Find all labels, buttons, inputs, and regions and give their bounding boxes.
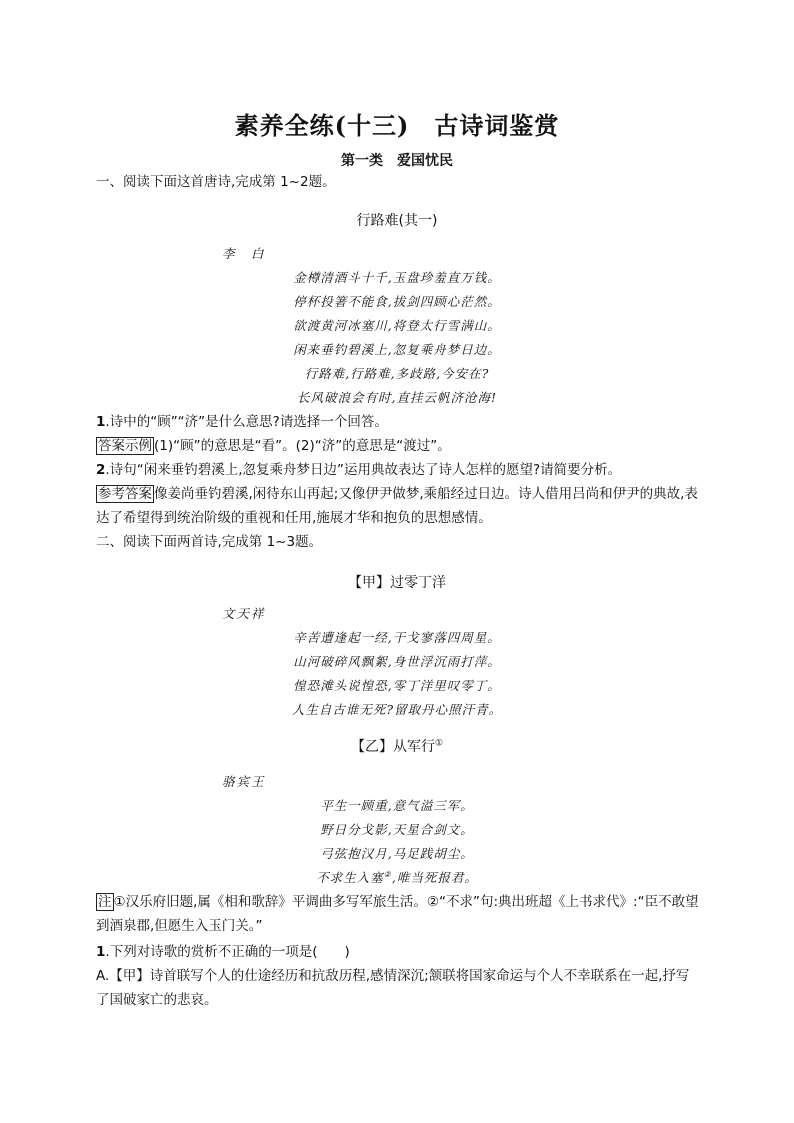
poem-b-line-part: 不求生入塞	[316, 870, 384, 885]
poem-b-line: 弓弦抱汉月,马足践胡尘。	[320, 846, 474, 861]
answer-label: 答案示例	[98, 438, 152, 454]
poem1-author: 李 白	[222, 246, 266, 261]
poem1-line: 金樽清酒斗十千,玉盘珍羞直万钱。	[293, 270, 501, 285]
poem1-title: 行路难(其一)	[356, 213, 438, 229]
section1-heading: 一、阅读下面这首唐诗,完成第 1~2题。	[96, 174, 336, 190]
answer-text: 像姜尚垂钓碧溪,闲待东山再起;又像伊尹做梦,乘船经过日边。诗人借用吕尚和伊尹的典故,表达了希望得到统治阶级的重视和任用,施展才华和抱负的思想感情。	[96, 486, 698, 526]
poem-b-line-part: ,唯当死报君。	[391, 870, 478, 885]
poem-b-line-last	[0, 868, 794, 886]
footnote-marker: ①	[434, 738, 444, 749]
answer-1	[96, 436, 451, 456]
answer-label: 参考答案	[98, 486, 152, 502]
poem-a-line: 惶恐滩头说惶恐,零丁洋里叹零丁。	[293, 678, 501, 693]
question-text: .诗句“闲来垂钓碧溪上,忽复乘舟梦日边”运用典故表达了诗人怎样的愿望?请简要分析。	[105, 462, 622, 478]
poem-b-title-row	[0, 736, 794, 756]
footnote	[96, 890, 700, 938]
question-2	[96, 460, 621, 480]
note-label: 注	[98, 894, 112, 910]
footnote-marker: ②	[383, 869, 392, 879]
question-number: 1	[96, 414, 106, 430]
section2-heading: 二、阅读下面两首诗,完成第 1~3题。	[96, 534, 323, 550]
poem-b-line: 野日分戈影,天星合剑文。	[320, 822, 474, 837]
poem-a-line: 人生自古谁无死?留取丹心照汗青。	[291, 702, 503, 717]
question-text: .诗中的“顾”“济”是什么意思?请选择一个回答。	[105, 414, 388, 430]
question-1	[96, 412, 388, 432]
question-number: 1	[96, 944, 106, 960]
category-heading: 第一类 爱国忧民	[341, 153, 453, 169]
poem1-line: 闲来垂钓碧溪上,忽复乘舟梦日边。	[293, 342, 501, 357]
answer-text: (1)“顾”的意思是“看”。(2)“济”的意思是“渡过”。	[154, 438, 451, 454]
poem-b-title: 【乙】从军行	[350, 739, 435, 755]
answer-2	[96, 482, 700, 530]
poem-a-author: 文天祥	[222, 606, 266, 621]
poem1-line: 长风破浪会有时,直挂云帆济沧海!	[297, 390, 497, 405]
poem-a-line: 山河破碎风飘絮,身世浮沉雨打萍。	[293, 654, 501, 669]
poem-a-line: 辛苦遭逢起一经,干戈寥落四周星。	[293, 630, 501, 645]
question-number: 2	[96, 462, 106, 478]
poem1-line: 欲渡黄河冰塞川,将登太行雪满山。	[293, 318, 501, 333]
section2-question-1	[96, 942, 350, 962]
poem1-line: 停杯投箸不能食,拔剑四顾心茫然。	[293, 294, 501, 309]
note-text: ①汉乐府旧题,属《相和歌辞》平调曲多写军旅生活。②“不求”句:典出班超《上书求代》:“臣不敢望到酒泉郡,但愿生入玉门关。”	[96, 894, 699, 934]
poem-b-line: 平生一顾重,意气溢三军。	[320, 798, 474, 813]
poem1-line: 行路难,行路难,多歧路,今安在?	[304, 366, 490, 381]
question-text: .下列对诗歌的赏析不正确的一项是( )	[105, 944, 350, 960]
poem-b-author: 骆宾王	[222, 774, 266, 789]
option-a: A.【甲】诗首联写个人的仕途经历和抗敌历程,感情深沉;颔联将国家命运与个人不幸联系在一起,抒写了国破家亡的悲哀。	[96, 968, 690, 1008]
page-title: 素养全练(十三) 古诗词鉴赏	[234, 111, 560, 140]
poem-a-title: 【甲】过零丁洋	[348, 575, 446, 591]
